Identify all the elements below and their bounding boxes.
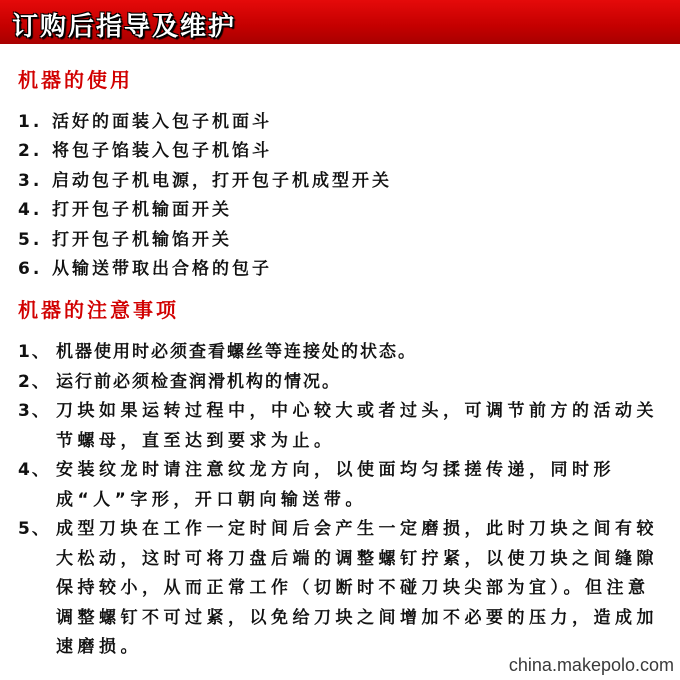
page-title: 订购后指导及维护: [12, 12, 237, 42]
step-number: 6.: [18, 258, 43, 279]
note-number: 3、: [18, 401, 51, 421]
step-text: 打开包子机输馅开关: [52, 229, 232, 250]
note-text: 运行前必须检查润滑机构的情况。: [56, 371, 341, 392]
list-item: [18, 137, 392, 166]
note-number: 1、: [18, 342, 51, 362]
list-item: [18, 338, 658, 368]
note-text: 机器使用时必须查看螺丝等连接处的状态。: [56, 342, 417, 362]
notes-heading: 机器的注意事项: [18, 298, 179, 322]
list-item: [18, 368, 658, 398]
step-text: 从输送带取出合格的包子: [52, 258, 272, 279]
step-number: 4.: [18, 200, 43, 221]
list-item: [18, 397, 658, 456]
note-text: 成型刀块在工作一定时间后会产生一定磨损，此时刀块之间有较大松动，这时可将刀盘后端的调整螺钉拧紧，以使刀块之间缝隙保持较小，从而正常工作（切断时不碰刀块尖部为宜）。但注意调整螺钉不可过紧，以免给刀块之间增加不必要的压力，造成加速磨损。: [56, 519, 658, 657]
step-number: 1.: [18, 112, 43, 132]
list-item: [18, 226, 392, 255]
list-item: [18, 108, 392, 137]
step-number: 3.: [18, 170, 43, 191]
source-watermark: china.makepolo.com: [508, 655, 674, 675]
title-banner: [0, 0, 680, 44]
usage-steps-list: [18, 108, 392, 284]
note-text: 刀块如果运转过程中，中心较大或者过头，可调节前方的活动关节螺母，直至达到要求为止。: [56, 401, 658, 451]
note-number: 5、: [18, 519, 51, 539]
step-text: 将包子馅装入包子机馅斗: [52, 141, 272, 162]
step-text: 启动包子机电源，打开包子机成型开关: [52, 170, 392, 191]
list-item: [18, 255, 392, 284]
precautions-list: [18, 338, 658, 663]
step-text: 活好的面装入包子机面斗: [52, 112, 272, 132]
usage-heading: 机器的使用: [18, 68, 133, 92]
step-text: 打开包子机输面开关: [52, 200, 232, 221]
list-item: [18, 196, 392, 225]
note-number: 2、: [18, 371, 51, 392]
list-item: [18, 456, 658, 515]
note-text: 安装纹龙时请注意纹龙方向，以使面均匀揉搓传递，同时形成“人”字形，开口朝向输送带。: [56, 460, 615, 510]
list-item: [18, 515, 658, 663]
step-number: 2.: [18, 141, 43, 162]
step-number: 5.: [18, 229, 43, 250]
note-number: 4、: [18, 460, 51, 480]
list-item: [18, 167, 392, 196]
